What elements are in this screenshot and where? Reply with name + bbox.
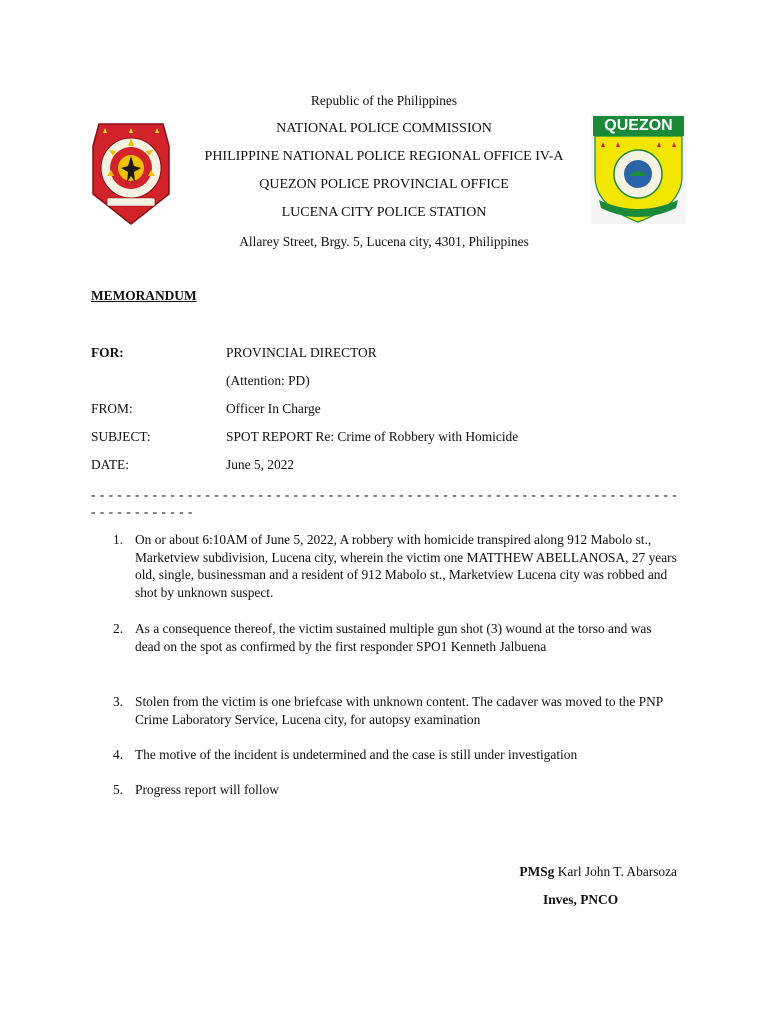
from-label: FROM: [91, 401, 133, 416]
date-label: DATE: [91, 457, 129, 472]
signature-position: Inves, PNCO [543, 892, 619, 907]
header-address: Allarey Street, Brgy. 5, Lucena city, 4301, Philippines [239, 234, 529, 249]
for-label: FOR: [91, 345, 124, 360]
header-napolcom: NATIONAL POLICE COMMISSION [276, 121, 492, 136]
subject-label: SUBJECT: [91, 429, 151, 444]
list-item-text: As a consequence thereof, the victim sustained multiple gun shot (3) wound at the torso and was dead on the spot as confirmed by the first responder SPO1 Kenneth Jalbuena [135, 621, 652, 654]
list-item-number: 2. [113, 621, 124, 636]
header-provincial-office: QUEZON POLICE PROVINCIAL OFFICE [259, 177, 509, 192]
header-pnp-region: PHILIPPINE NATIONAL POLICE REGIONAL OFFICE IV-A [204, 149, 564, 164]
date-value: June 5, 2022 [226, 457, 295, 472]
quezon-logo-title: QUEZON [604, 117, 673, 134]
memorandum-title: MEMORANDUM [91, 288, 197, 303]
list-item-text: Stolen from the victim is one briefcase with unknown content. The cadaver was moved to the PNP Crime Laboratory Service, Lucena city, for autopsy examination [135, 694, 663, 727]
list-item-number: 4. [113, 747, 124, 762]
attention-value: (Attention: PD) [226, 373, 310, 388]
signature-block [519, 864, 677, 880]
header-republic: Republic of the Philippines [310, 93, 458, 108]
list-item-number: 3. [113, 694, 124, 709]
list-item-text: Progress report will follow [135, 782, 279, 797]
separator-line: - - - - - - - - - - - - - - - - - - - - - - - - - - - - - - - - - - - - - - - - - - - - - - - - - - - - - - - - - - - - - - - - - - - - - - - - - - - - - - - [91, 487, 678, 519]
list-item-number: 1. [113, 532, 124, 547]
list-item-number: 5. [113, 782, 124, 797]
for-value: PROVINCIAL DIRECTOR [226, 345, 377, 360]
signature-rank: PMSg [519, 864, 555, 879]
list-item-text: On or about 6:10AM of June 5, 2022, A robbery with homicide transpired along 912 Mabolo st., Marketview subdivision, Lucena city, wherein the victim one MATTHEW ABELLANOSA, 27 years old, single, businessman and a resident of 912 Mabolo st., Marketview Lucena city was robbed and shot by unknown suspect. [135, 532, 677, 600]
header-police-station: LUCENA CITY POLICE STATION [281, 205, 487, 220]
subject-value: SPOT REPORT Re: Crime of Robbery with Homicide [226, 429, 519, 444]
list-item-text: The motive of the incident is undetermined and the case is still under investigation [135, 747, 578, 762]
signature-name: Karl John T. Abarsoza [557, 864, 677, 879]
quezon-ppo-logo [591, 114, 686, 224]
pnp-seal-logo [91, 116, 171, 226]
from-value: Officer In Charge [226, 401, 321, 416]
